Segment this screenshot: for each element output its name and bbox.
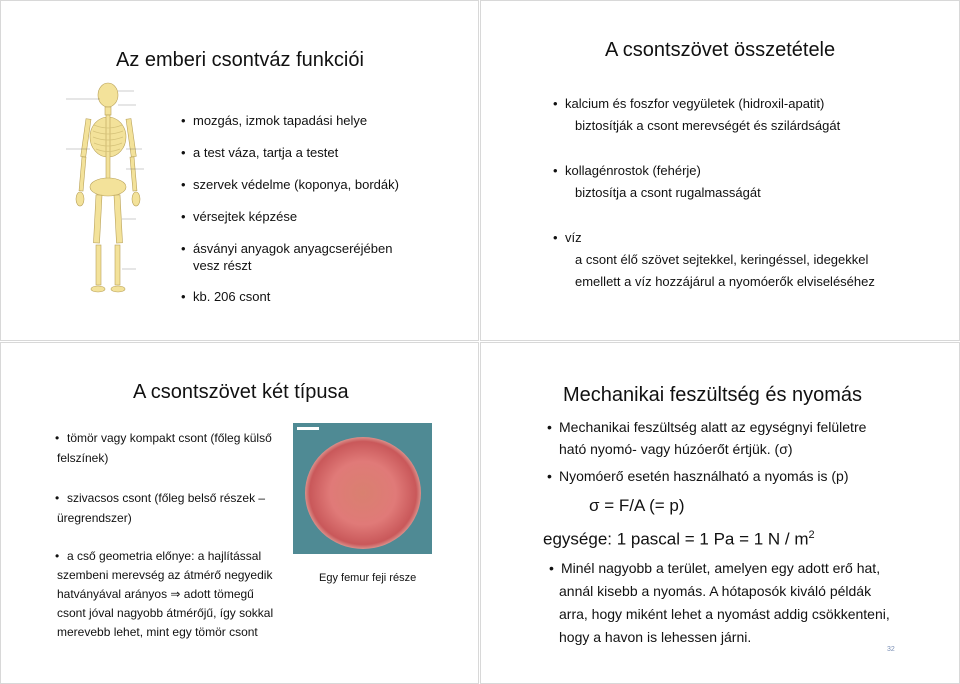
page-number: 32 — [887, 646, 895, 653]
formula: σ = F/A (= p) — [589, 496, 685, 515]
femur-cross-section — [305, 437, 421, 549]
bullet-pressure: • Nyomóerő esetén használható a nyomás is (p) — [559, 468, 848, 484]
bullet-snowshoe: • Minél nagyobb a terület, amelyen egy adott erő hat, — [561, 560, 880, 576]
water-detail-2: emellett a víz hozzájárul a nyomóerők elviseléséhez — [575, 274, 875, 289]
tube-cont-3: csont jóval nagyobb átmérőjű, így sokkal — [57, 606, 274, 620]
unit-exponent: 2 — [808, 529, 815, 541]
slide-title: A csontszövet két típusa — [133, 381, 349, 403]
collagen-detail: biztosítja a csont rugalmasságát — [575, 185, 761, 200]
bullet-stress-def: • Mechanikai feszültség alatt az egységnyi felületre — [559, 419, 866, 435]
water-detail-1: a csont élő szövet sejtekkel, keringéssel, idegekkel — [575, 252, 869, 267]
tube-cont-1: szembeni merevség az átmérő negyedik — [57, 568, 273, 582]
slide-mechanical-stress — [480, 342, 960, 684]
spongy-cont: üregrendszer) — [57, 511, 132, 525]
scale-bar — [297, 427, 319, 430]
bullet-blood-cells: • vérsejtek képzése — [193, 209, 297, 224]
snowshoe-cont-2: arra, hogy miként lehet a nyomást addig csökkenteni, — [559, 606, 890, 622]
slide-skeleton-functions — [0, 0, 479, 341]
slide-title: Az emberi csontváz funkciói — [116, 49, 364, 71]
tube-cont-2: hatványával arányos ⇒ adott tömegű — [57, 587, 254, 601]
bullet-minerals: • ásványi anyagok anyagcseréjében — [193, 241, 392, 256]
photo-caption: Egy femur feji része — [319, 572, 417, 584]
calcium-detail: biztosítják a csont merevségét és szilárdságát — [575, 118, 841, 133]
skeleton-illustration — [56, 79, 174, 297]
slide-title: A csontszövet összetétele — [605, 39, 836, 61]
slide-bone-composition — [480, 0, 960, 341]
unit-line: egysége: 1 pascal = 1 Pa = 1 N / $m^2$ — [543, 529, 815, 549]
bullet-minerals-cont: vesz részt — [193, 258, 252, 273]
slide-title: Mechanikai feszültség és nyomás — [563, 384, 863, 406]
bullet-collagen: • kollagénrostok (fehérje) — [565, 163, 701, 178]
bullet-calcium: • kalcium és foszfor vegyületek (hidroxil-apatit) — [565, 96, 824, 111]
bullet-spongy: • szivacsos csont (főleg belső részek – — [67, 491, 265, 505]
bullet-movement: • mozgás, izmok tapadási helye — [193, 113, 367, 128]
bullet-tube: • a cső geometria előnye: a hajlítással — [67, 549, 261, 563]
bullet-water: • víz — [565, 230, 582, 245]
stress-def-cont: ható nyomó- vagy húzóerőt értjük. (σ) — [559, 441, 793, 457]
bullet-bone-count: • kb. 206 csont — [193, 289, 270, 304]
femur-head-photo — [293, 423, 432, 554]
tube-cont-4: merevebb lehet, mint egy tömör csont — [57, 625, 258, 639]
compact-cont: felszínek) — [57, 451, 109, 465]
bullet-compact: • tömör vagy kompakt csont (főleg külső — [67, 431, 272, 445]
snowshoe-cont-1: annál kisebb a nyomás. A hótaposók kiváló példák — [559, 583, 872, 599]
snowshoe-cont-3: hogy a havon is lehessen járni. — [559, 629, 752, 645]
bullet-support: • a test váza, tartja a testet — [193, 145, 338, 160]
bullet-protection: • szervek védelme (koponya, bordák) — [193, 177, 399, 192]
